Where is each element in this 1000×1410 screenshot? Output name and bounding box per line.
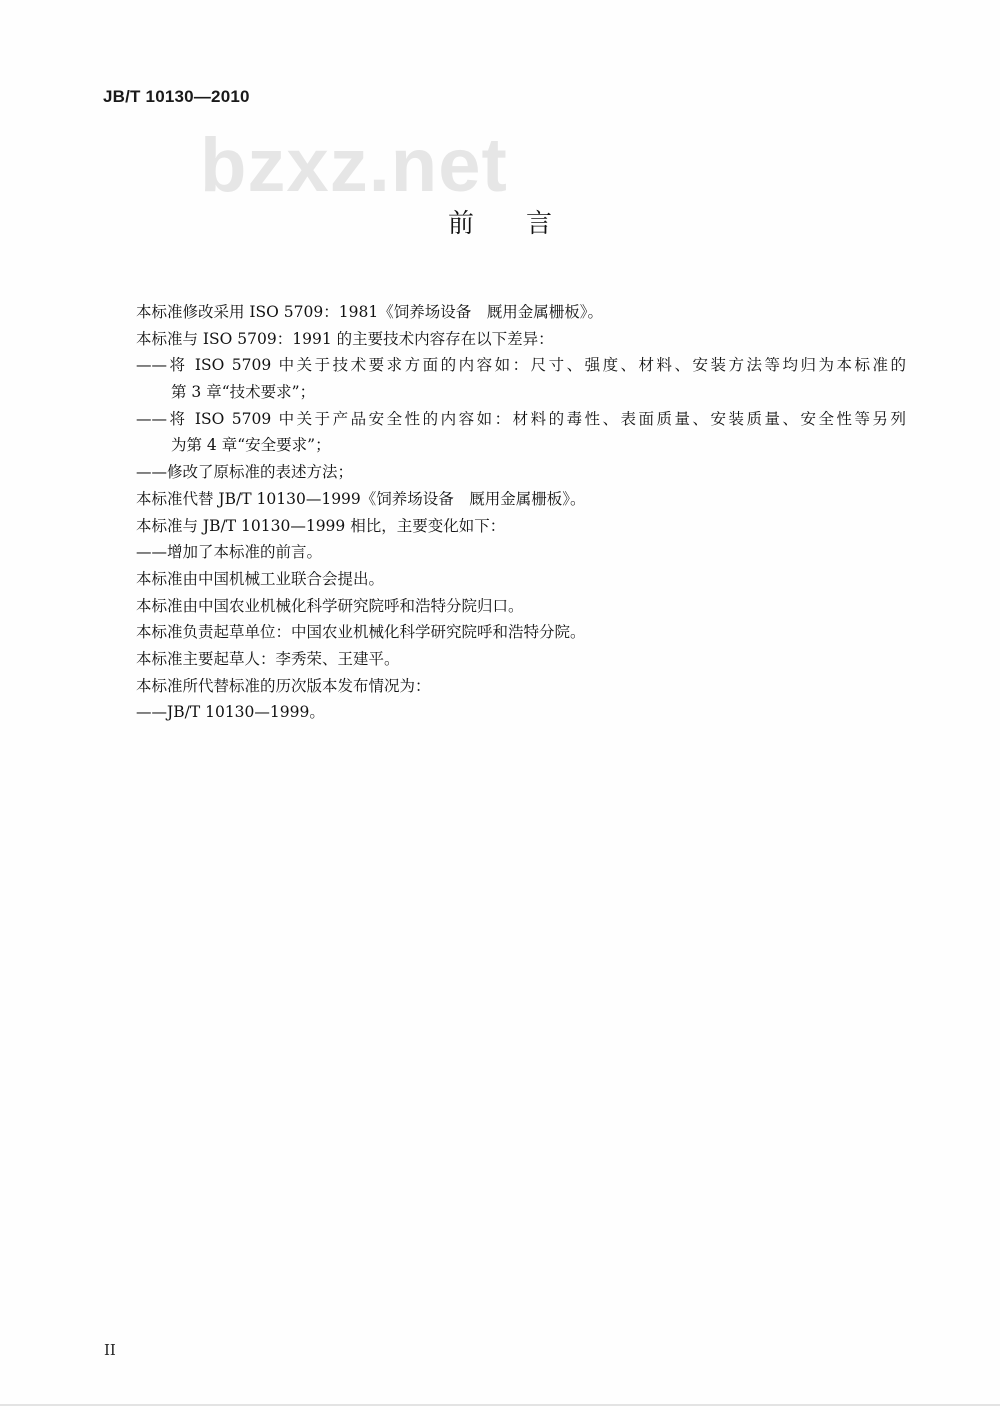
paragraph-differences-intro: 本标准与 ISO 5709：1991 的主要技术内容存在以下差异： xyxy=(136,329,554,348)
list-item-technical-requirements-cont: 第 3 章“技术要求”； xyxy=(171,383,316,402)
list-item-added-foreword: ——增加了本标准的前言。 xyxy=(136,543,323,562)
list-item-expression-method: ——修改了原标准的表述方法； xyxy=(136,463,354,482)
list-item-previous-edition: ——JB/T 10130—1999。 xyxy=(136,703,325,722)
section-title: 前言 xyxy=(447,209,604,239)
paragraph-previous-editions-intro: 本标准所代替标准的历次版本发布情况为： xyxy=(136,676,431,695)
page-number: II xyxy=(104,1341,116,1359)
list-item-safety-requirements: ——将 ISO 5709 中关于产品安全性的内容如：材料的毒性、表面质量、安装质量、安全性等另列 xyxy=(136,409,906,428)
paragraph-proposed-by: 本标准由中国机械工业联合会提出。 xyxy=(136,569,385,588)
paragraph-replaces: 本标准代替 JB/T 10130—1999《饲养场设备 厩用金属栅板》。 xyxy=(136,489,586,508)
paragraph-drafters: 本标准主要起草人：李秀荣、王建平。 xyxy=(136,649,400,668)
page-bottom-edge xyxy=(0,1404,1000,1406)
paragraph-drafting-unit: 本标准负责起草单位：中国农业机械化科学研究院呼和浩特分院。 xyxy=(136,623,586,642)
list-item-technical-requirements: ——将 ISO 5709 中关于技术要求方面的内容如：尺寸、强度、材料、安装方法等均归为本标准的 xyxy=(136,356,906,375)
paragraph-adoption: 本标准修改采用 ISO 5709：1981《饲养场设备 厩用金属栅板》。 xyxy=(136,303,603,321)
watermark: bzxz.net xyxy=(200,123,508,208)
list-item-safety-requirements-cont: 为第 4 章“安全要求”； xyxy=(171,436,331,455)
standard-code: JB/T 10130—2010 xyxy=(103,87,250,106)
foreword-body xyxy=(136,299,906,726)
paragraph-centralized-by: 本标准由中国农业机械化科学研究院呼和浩特分院归口。 xyxy=(136,596,524,615)
paragraph-changes-intro: 本标准与 JB/T 10130—1999 相比，主要变化如下： xyxy=(136,516,506,535)
